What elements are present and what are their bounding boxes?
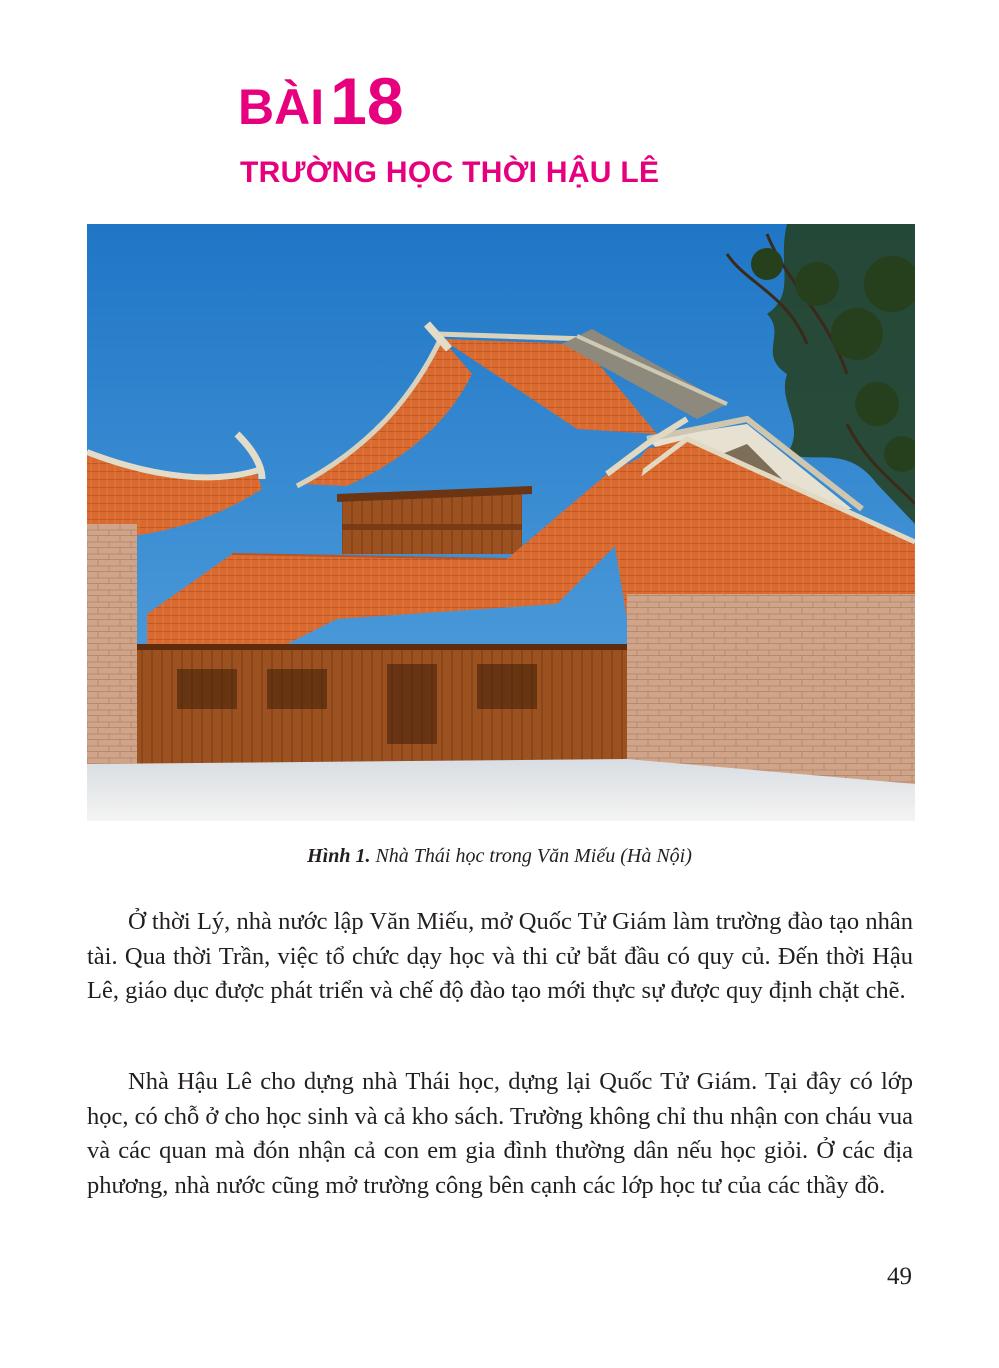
lesson-label: BÀI [238, 79, 325, 135]
balcony [337, 486, 532, 554]
page-number: 49 [887, 1263, 912, 1290]
caption-label: Hình 1. [307, 845, 371, 867]
lesson-number [238, 64, 404, 138]
lesson-number-value: 18 [330, 64, 404, 138]
figure-caption [0, 845, 999, 868]
lesson-title: TRƯỜNG HỌC THỜI HẬU LÊ [240, 156, 660, 189]
caption-text: Nhà Thái học trong Văn Miếu (Hà Nội) [375, 845, 692, 867]
left-brick-wall [87, 524, 137, 764]
paragraph-2: Nhà Hậu Lê cho dựng nhà Thái học, dựng lại Quốc Tử Giám. Tại đây có lớp học, có chỗ ở cho học sinh và cả kho sách. Trường không chỉ thu nhận con cháu vua và các quan mà đón nhận cả con em gia đình thường dân nếu học giỏi. Ở các địa phương, nhà nước cũng mở trường công bên cạnh các lớp học tư của các thầy đồ. [87, 1068, 913, 1199]
figure-photo-temple [87, 224, 915, 821]
paragraph-1: Ở thời Lý, nhà nước lập Văn Miếu, mở Quốc Tử Giám làm trường đào tạo nhân tài. Qua thời Trần, việc tổ chức dạy học và thi cử bắt đầu có quy củ. Đến thời Hậu Lê, giáo dục được phát triển và chế độ đào tạo mới thực sự được quy định chặt chẽ. [87, 908, 913, 1004]
wooden-facade [137, 644, 627, 774]
